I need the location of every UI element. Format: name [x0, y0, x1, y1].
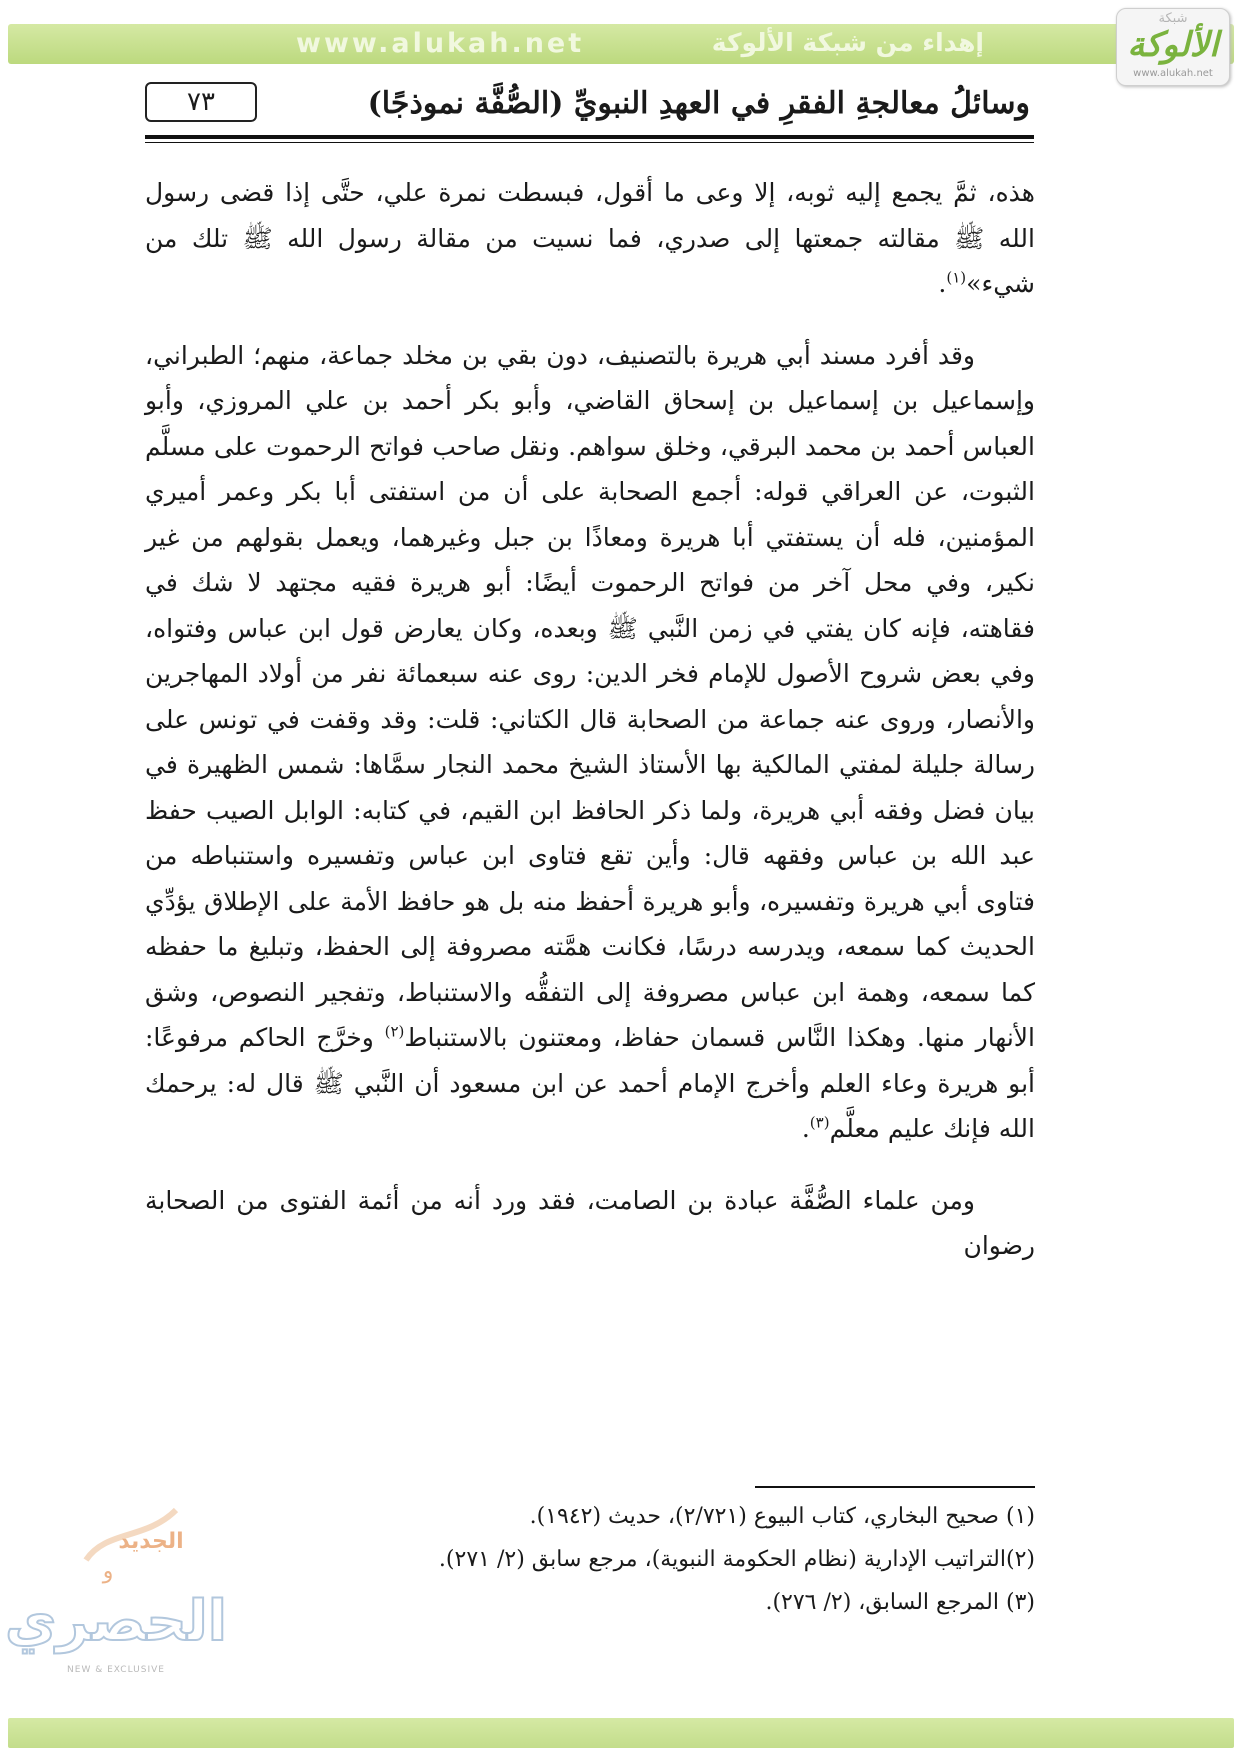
paragraph-1 — [145, 170, 1035, 307]
logo-url: www.alukah.net — [1133, 68, 1213, 79]
footnote-3: (٣) المرجع السابق، (٢/ ٢٧٦). — [765, 1590, 1035, 1615]
paragraph-2-text-b: وخرَّج الحاكم مرفوعًا: أبو هريرة وعاء العلم وأخرج الإمام أحمد عن ابن مسعود أن النَّبي ﷺ قال له: يرحمك الله فإنك عليم معلَّم — [145, 1023, 1035, 1143]
body-text — [145, 170, 1035, 1269]
logo-name: الألوكة — [1127, 25, 1219, 65]
footnote-1: (١) صحيح البخاري، كتاب البيوع (٢/٧٢١)، حديث (١٩٤٢). — [529, 1504, 1035, 1529]
header-rule-thin — [145, 142, 1034, 143]
footnote-ref-2[interactable]: (٢) — [384, 1022, 405, 1041]
new-exclusive-badge — [5, 1500, 227, 1680]
paragraph-2-text-a: وقد أفرد مسند أبي هريرة بالتصنيف، دون بقي بن مخلد جماعة، منهم؛ الطبراني، وإسماعيل بن إسماعيل بن إسحاق القاضي، وأبو بكر أحمد بن علي المروزي، وأبو العباس أحمد بن محمد البرقي، وخلق سواهم. ونقل صاحب فواتح الرحموت على مسلَّم الثبوت، عن العراقي قوله: أجمع الصحابة على أن من استفتى أبا بكر وعمر أميري المؤمنين، فله أن يستفتي أبا هريرة ومعاذًا بن جبل وغيرهما، ويعمل بقولهم من غير نكير، وفي محل آخر من فواتح الرحموت أيضًا: أبو هريرة فقيه مجتهد لا شك في فقاهته، فإنه كان يفتي في زمن النَّبي ﷺ وبعده، وكان يعارض قول ابن عباس وفتواه، وفي بعض شروح الأصول للإمام فخر الدين: روى عنه سبعمائة نفر من أولاد المهاجرين والأنصار، وروى عنه جماعة من الصحابة قال الكتاني: قلت: وقد وقفت في تونس على رسالة جليلة لمفتي المالكية بها الأستاذ الشيخ محمد النجار سمَّاها: شمس الظهيرة في بيان فضل وفقه أبي هريرة، ولما ذكر الحافظ ابن القيم، في كتابه: الوابل الصيب حفظ عبد الله بن عباس وفقهه قال: وأين تقع فتاوى ابن عباس وتفسيره واستنباطه من فتاوى أبي هريرة وتفسيره، وأبو هريرة أحفظ منه بل هو حافظ الأمة على الإطلاق يؤدِّي الحديث كما سمعه، ويدرسه درسًا، فكانت همَّته مصروفة إلى الحفظ، وتبليغ ما حفظه كما سمعه، وهمة ابن عباس مصروفة إلى التفقُّه والاستنباط، وتفجير النصوص، وشق الأنهار منها. وهكذا النَّاس قسمان حفاظ، ومعتنون بالاستنباط — [145, 340, 1035, 1052]
banner-gift-text: إهداء من شبكة الألوكة — [711, 28, 984, 57]
paragraph-2 — [145, 333, 1035, 1152]
paragraph-1-text: هذه، ثمَّ يجمع إليه ثوبه، إلا وعى ما أقول، فبسطت نمرة علي، حتَّى إذا قضى رسول الله ﷺ مقالته جمعتها إلى صدري، فما نسيت من مقالة رسول الله ﷺ تلك من شيء» — [145, 178, 1035, 298]
alukah-logo[interactable] — [1116, 8, 1230, 86]
badge-mid-word: و — [102, 1559, 114, 1584]
footnote-2: (٢)التراتيب الإدارية (نظام الحكومة النبوية)، مرجع سابق (٢/ ٢٧١). — [438, 1547, 1035, 1572]
footnote-separator — [755, 1486, 1035, 1488]
header-rule-thick — [145, 135, 1034, 139]
bottom-band — [8, 1718, 1234, 1748]
paragraph-2-end: . — [801, 1114, 810, 1143]
badge-bottom-text: NEW & EXCLUSIVE — [67, 1665, 165, 1675]
running-header-title: وسائلُ معالجةِ الفقرِ في العهدِ النبويِّ (الصُّفَّة نموذجًا) — [367, 86, 1030, 121]
paragraph-3: ومن علماء الصُّفَّة عبادة بن الصامت، فقد ورد أنه من أئمة الفتوى من الصحابة رضوان — [145, 1185, 1035, 1260]
footnotes — [145, 1495, 1035, 1624]
top-banner — [8, 24, 1234, 64]
logo-top-word: شبكة — [1158, 11, 1188, 26]
page-number: ٧٣ — [145, 82, 257, 122]
paragraph-1-end: . — [938, 269, 947, 298]
footnote-ref-3[interactable]: (٣) — [809, 1113, 830, 1132]
banner-url[interactable]: www.alukah.net — [296, 28, 585, 59]
badge-top-word: الجديد — [118, 1529, 184, 1554]
badge-main-word: الحصري — [5, 1589, 227, 1654]
footnote-ref-1[interactable]: (١) — [946, 268, 967, 287]
